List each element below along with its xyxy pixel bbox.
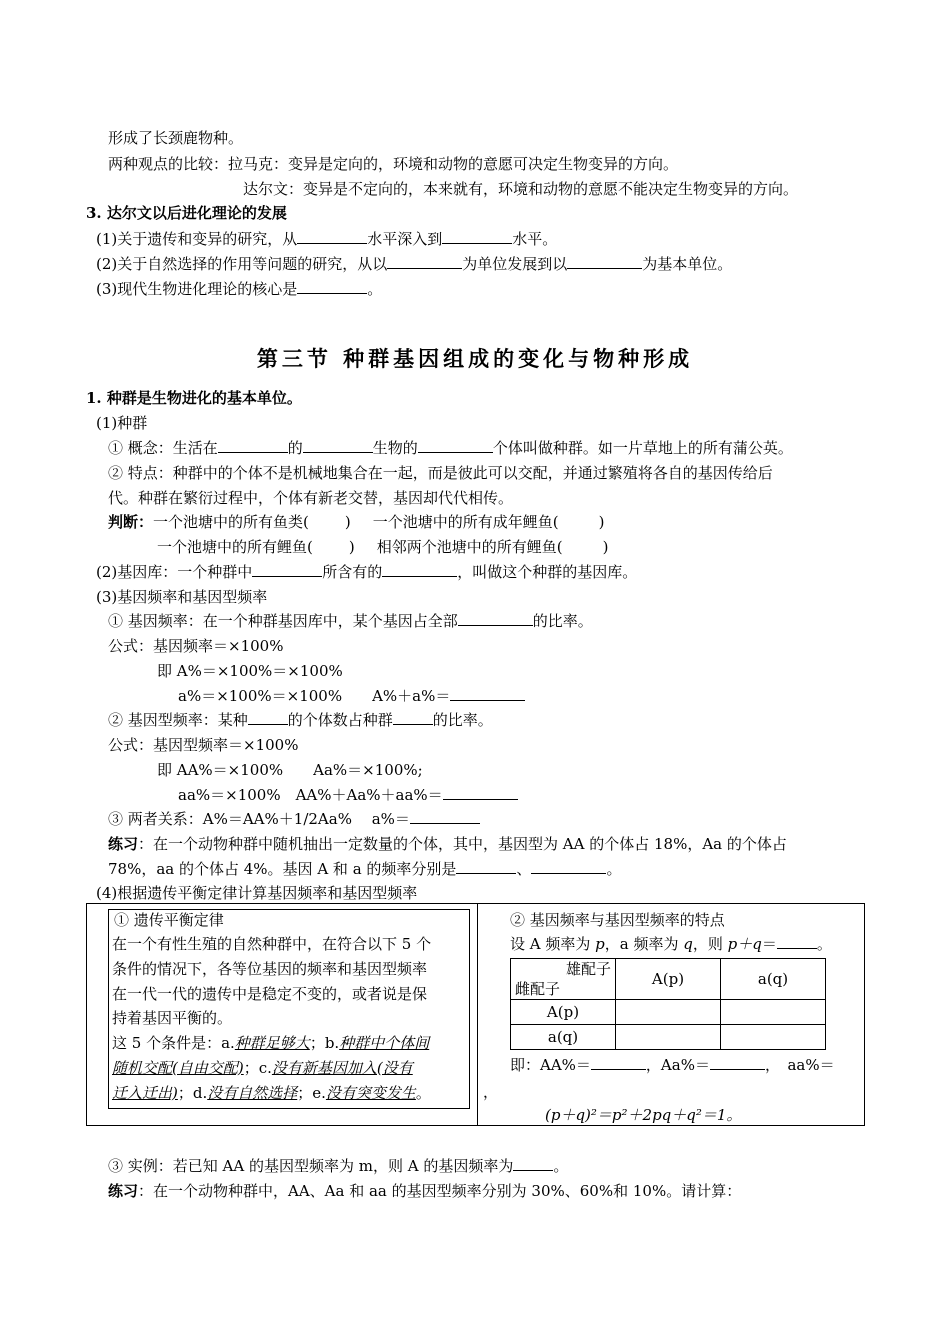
blank[interactable] (591, 1055, 646, 1070)
text: ① 基因频率：在一个种群基因库中，某个基因占全部 (108, 612, 458, 630)
formula: 即 AA%＝×100% Aa%＝×100%; (157, 761, 423, 779)
text: ③ 实例：若已知 AA 的基因型频率为 m，则 A 的基因频率为 (108, 1157, 514, 1175)
text: 一个池塘中的所有鲤鱼( (157, 538, 313, 556)
var-p: p (595, 935, 605, 953)
formula (178, 785, 518, 805)
text-line: 两种观点的比较：拉马克：变异是定向的，环境和动物的意愿可决定生物变异的方向。 (108, 155, 679, 173)
condition-e: 没有突变发生 (325, 1084, 416, 1102)
text: ；e. (297, 1084, 326, 1102)
text-line: 达尔文：变异是不定向的，本来就有，环境和动物的意愿不能决定生物变异的方向。 (243, 180, 799, 198)
condition-b-cont: 随机交配(自由交配) (112, 1059, 244, 1077)
text: 生物的 (372, 439, 418, 457)
fill-in-line (96, 229, 557, 249)
text: 的比率。 (532, 612, 593, 630)
text: ) (598, 513, 605, 531)
col-header-A: A(p) (616, 959, 721, 1000)
fill-in-line (108, 710, 493, 730)
sub-heading: (4)根据遗传平衡定律计算基因频率和基因型频率 (96, 884, 418, 902)
text: 。 (367, 280, 383, 298)
text: ① 概念：生活在 (108, 439, 218, 457)
text: ：在一个动物种群中，AA、Aa 和 aa 的基因型频率分别为 30%、60%和 10%。请计算： (138, 1182, 742, 1200)
fill-in-line (108, 438, 793, 458)
text: (2)关于自然选择的作用等问题的研究，从以 (96, 255, 388, 273)
col-header-a: a(q) (721, 959, 826, 1000)
blank[interactable] (513, 1156, 553, 1171)
blank[interactable] (297, 229, 367, 244)
judge-label: 判断： (108, 513, 154, 531)
text: aa%＝×100% AA%＋Aa%＋aa%＝ (178, 786, 443, 804)
formula (108, 809, 480, 829)
var-q: q (683, 935, 693, 953)
text-line: ② 特点：种群中的个体不是机械地集合在一起，而是彼此可以交配，并通过繁殖将各自的基因传给后 (108, 464, 773, 482)
blank[interactable] (303, 438, 373, 453)
text: 设 A 频率为 (510, 935, 596, 953)
blank[interactable] (777, 934, 817, 949)
text: ，则 (692, 935, 728, 953)
text: (2)基因库：一个种群中 (96, 563, 253, 581)
fill-in-line (108, 611, 593, 631)
formula: 公式：基因型频率＝×100% (108, 736, 299, 754)
text: ，a 频率为 (604, 935, 684, 953)
text-line: 在一代一代的遗传中是稳定不变的，或者说是保 (112, 985, 428, 1003)
table-cell[interactable] (616, 1025, 721, 1050)
blank[interactable] (567, 254, 642, 269)
text: ＝ (761, 935, 777, 953)
text: 即：AA%＝ (510, 1056, 591, 1074)
male-gamete-label: 雄配子 (565, 960, 611, 978)
text: 一个池塘中的所有鱼类( (153, 513, 309, 531)
fill-in-line (96, 279, 382, 299)
text-line: 条件的情况下，各等位基因的频率和基因型频率 (112, 960, 428, 978)
blank[interactable] (393, 710, 433, 725)
text: 相邻两个池塘中的所有鲤鱼( (376, 538, 563, 556)
text-line: 持着基因平衡的。 (112, 1009, 233, 1027)
exercise-line (108, 1181, 741, 1201)
page-title: 第三节 种群基因组成的变化与物种形成 (256, 346, 694, 371)
text: 。 (415, 1084, 431, 1102)
judge-line (157, 537, 608, 557)
text: 的 (287, 439, 303, 457)
text: 的比率。 (432, 711, 493, 729)
text-line: 代。种群在繁衍过程中，个体有新老交替，基因却代代相传。 (108, 489, 514, 507)
blank[interactable] (387, 254, 462, 269)
text: 、 (516, 860, 532, 878)
blank[interactable] (410, 809, 480, 824)
section-heading: 1. 种群是生物进化的基本单位。 (86, 389, 302, 407)
exercise-label: 练习 (108, 1182, 139, 1200)
exercise-label: 练习 (108, 835, 139, 853)
condition-a: 种群足够大 (234, 1034, 310, 1052)
blank[interactable] (443, 785, 518, 800)
result-line (510, 1055, 835, 1075)
row-header-a: a(q) (511, 1025, 616, 1050)
text: 所含有的 (322, 563, 383, 581)
condition-b: 种群中个体间 (339, 1034, 430, 1052)
text-line: 形成了长颈鹿物种。 (108, 129, 244, 147)
text: 为基本单位。 (642, 255, 733, 273)
box-title: ① 遗传平衡定律 (114, 911, 224, 929)
formula: 即 A%＝×100%＝×100% (157, 662, 343, 680)
text: ，Aa%＝ (645, 1056, 710, 1074)
text: ，叫做这个种群的基因库。 (457, 563, 638, 581)
text: ③ 两者关系：A%＝AA%＋1/2Aa% a%＝ (108, 810, 410, 828)
text: 个体叫做种群。如一片草地上的所有蒲公英。 (492, 439, 793, 457)
table-cell[interactable] (616, 1000, 721, 1025)
text: 。 (553, 1157, 569, 1175)
judge-line (108, 512, 604, 532)
text: 的个体数占种群 (287, 711, 393, 729)
text: 水平深入到 (367, 230, 443, 248)
blank[interactable] (710, 1055, 765, 1070)
text: 。 (606, 860, 622, 878)
text: ② 基因型频率：某种 (108, 711, 248, 729)
sum-expr: p＋q (727, 935, 762, 953)
conditions-line (112, 1058, 413, 1078)
text: 水平。 (512, 230, 558, 248)
exercise-line (108, 859, 621, 879)
formula (178, 686, 525, 706)
text: ) (344, 513, 351, 531)
text: 。 (816, 935, 832, 953)
condition-c-cont: 迁入迁出) (112, 1084, 178, 1102)
text-line: 在一个有性生殖的自然种群中，在符合以下 5 个 (112, 935, 432, 953)
blank[interactable] (252, 562, 322, 577)
text: ) (602, 538, 609, 556)
condition-d: 没有自然选择 (207, 1084, 298, 1102)
text: ) (348, 538, 355, 556)
exercise-line (108, 834, 787, 854)
text: ， aa%＝ (764, 1056, 835, 1074)
conditions-line (112, 1083, 431, 1103)
punnett-table (510, 958, 826, 1050)
text: (1)关于遗传和变异的研究，从 (96, 230, 298, 248)
blank[interactable] (531, 859, 606, 874)
box-title: ② 基因频率与基因型频率的特点 (510, 911, 725, 929)
blank[interactable] (456, 859, 516, 874)
row-header-A: A(p) (511, 1000, 616, 1025)
text: 一个池塘中的所有成年鲤鱼( (372, 513, 559, 531)
table-cell[interactable] (721, 1000, 826, 1025)
fill-in-line (96, 562, 637, 582)
blank[interactable] (458, 611, 533, 626)
blank[interactable] (442, 229, 512, 244)
sub-heading: (1)种群 (96, 414, 148, 432)
text: 78%，aa 的个体占 4%。基因 A 和 a 的频率分别是 (108, 860, 457, 878)
table-cell[interactable] (721, 1025, 826, 1050)
blank[interactable] (218, 438, 288, 453)
table-header-cell (511, 959, 616, 1000)
assume-line (510, 934, 832, 954)
text: 为单位发展到以 (462, 255, 568, 273)
conditions-line (112, 1033, 429, 1053)
text: (3)现代生物进化理论的核心是 (96, 280, 298, 298)
text: ：在一个动物种群中随机抽出一定数量的个体，其中，基因型为 AA 的个体占 18%，Aa 的个体占 (138, 835, 787, 853)
fill-in-line (96, 254, 732, 274)
blank[interactable] (248, 710, 288, 725)
comma: ， (483, 1083, 499, 1101)
text: ；b. (309, 1034, 340, 1052)
blank[interactable] (418, 438, 493, 453)
identity-formula: (p＋q)²＝p²＋2pq＋q²＝1。 (545, 1106, 742, 1124)
condition-c: 没有新基因加入(没有 (271, 1059, 413, 1077)
sub-heading: (3)基因频率和基因型频率 (96, 588, 268, 606)
column-divider (477, 904, 478, 1125)
blank[interactable] (297, 279, 367, 294)
fill-in-line (108, 1156, 568, 1176)
text: ；c. (243, 1059, 272, 1077)
blank[interactable] (382, 562, 457, 577)
female-gamete-label: 雌配子 (515, 980, 561, 998)
text: ；d. (177, 1084, 208, 1102)
section-heading: 3. 达尔文以后进化理论的发展 (86, 204, 287, 222)
text: 这 5 个条件是：a. (112, 1034, 235, 1052)
blank[interactable] (450, 686, 525, 701)
text: a%＝×100%＝×100% A%＋a%＝ (178, 687, 451, 705)
formula: 公式：基因频率＝×100% (108, 637, 284, 655)
